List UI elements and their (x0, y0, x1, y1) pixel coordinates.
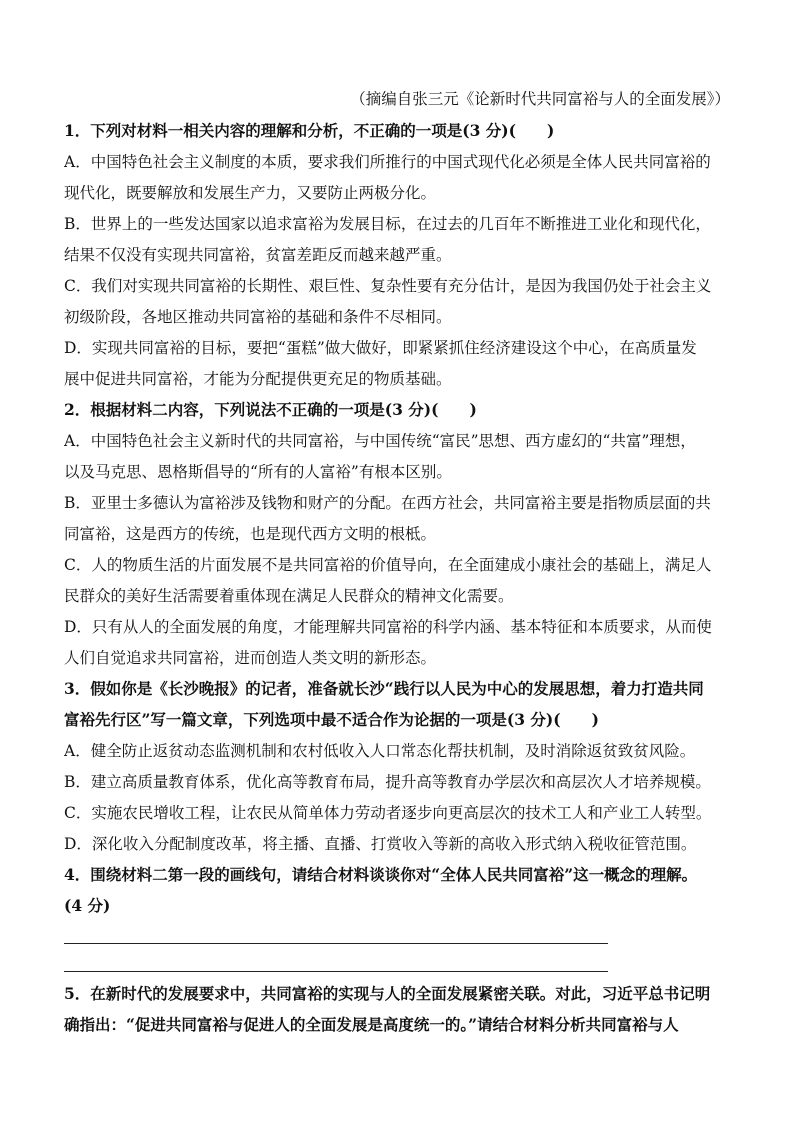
q1-option-d-line1: D．实现共同富裕的目标，要把“蛋糕”做大做好，即紧紧抓住经济建设这个中心，在高质量发 (64, 339, 697, 357)
q3-option-d: D．深化收入分配制度改革，将主播、直播、打赏收入等新的高收入形式纳入税收征管范围。 (64, 835, 697, 853)
q1-option-a-line1: A．中国特色社会主义制度的本质，要求我们所推行的中国式现代化必须是全体人民共同富裕的 (64, 153, 711, 171)
q2-option-d-line1: D．只有从人的全面发展的角度，才能理解共同富裕的科学内涵、基本特征和本质要求，从而使 (64, 618, 712, 636)
question-1-stem: 1．下列对材料一相关内容的理解和分析，不正确的一项是(3 分)( ) (64, 121, 555, 140)
q1-option-d-line2: 展中促进共同富裕，才能为分配提供更充足的物质基础。 (64, 370, 452, 388)
q2-option-b-line2: 同富裕，这是西方的传统，也是现代西方文明的根柢。 (64, 525, 437, 543)
q3-option-c: C．实施农民增收工程，让农民从简单体力劳动者逐步向更高层次的技术工人和产业工人转型。 (64, 804, 712, 822)
question-4-stem-line2: (4 分) (64, 896, 111, 915)
question-5-stem-line1: 5．在新时代的发展要求中，共同富裕的实现与人的全面发展紧密关联。对此，习近平总书记明 (64, 984, 711, 1003)
q1-option-b-line1: B．世界上的一些发达国家以追求富裕为发展目标，在过去的几百年不断推进工业化和现代化， (64, 215, 711, 233)
question-2-stem: 2．根据材料二内容，下列说法不正确的一项是(3 分)( ) (64, 400, 477, 419)
question-4-stem-line1: 4．围绕材料二第一段的画线句，请结合材料谈谈你对“全体人民共同富裕”这一概念的理解。 (64, 865, 698, 884)
q1-option-c-line1: C．我们对实现共同富裕的长期性、艰巨性、复杂性要有充分估计，是因为我国仍处于社会主义 (64, 277, 712, 295)
answer-line-1[interactable] (64, 943, 608, 944)
source-citation: （摘编自张三元《论新时代共同富裕与人的全面发展》） (350, 90, 730, 108)
q2-option-c-line1: C．人的物质生活的片面发展不是共同富裕的价值导向，在全面建成小康社会的基础上，满足人 (64, 556, 712, 574)
q2-option-c-line2: 民群众的美好生活需要着重体现在满足人民群众的精神文化需要。 (64, 587, 514, 605)
answer-line-2[interactable] (64, 971, 608, 972)
q2-option-a-line2: 以及马克思、恩格斯倡导的“所有的人富裕”有根本区别。 (64, 463, 452, 481)
question-3-stem-line2: 富裕先行区”写一篇文章，下列选项中最不适合作为论据的一项是(3 分)( ) (64, 710, 599, 729)
question-5-stem-line2: 确指出：“促进共同富裕与促进人的全面发展是高度统一的。”请结合材料分析共同富裕与人 (64, 1015, 679, 1034)
q1-option-a-line2: 现代化，既要解放和发展生产力，又要防止两极分化。 (64, 184, 437, 202)
q3-option-a: A．健全防止返贫动态监测机制和农村低收入人口常态化帮扶机制，及时消除返贫致贫风险。 (64, 742, 696, 760)
q2-option-b-line1: B．亚里士多德认为富裕涉及钱物和财产的分配。在西方社会，共同富裕主要是指物质层面的共 (64, 494, 711, 512)
q1-option-c-line2: 初级阶段，各地区推动共同富裕的基础和条件不尽相同。 (64, 308, 452, 326)
question-3-stem-line1: 3．假如你是《长沙晚报》的记者，准备就长沙“践行以人民为中心的发展思想，着力打造共同 (64, 679, 704, 698)
q3-option-b: B．建立高质量教育体系，优化高等教育布局，提升高等教育办学层次和高层次人才培养规模。 (64, 773, 711, 791)
q2-option-a-line1: A．中国特色社会主义新时代的共同富裕，与中国传统“富民”思想、西方虚幻的“共富”理想， (64, 432, 696, 450)
q1-option-b-line2: 结果不仅没有实现共同富裕，贫富差距反而越来越严重。 (64, 246, 452, 264)
q2-option-d-line2: 人们自觉追求共同富裕，进而创造人类文明的新形态。 (64, 649, 437, 667)
